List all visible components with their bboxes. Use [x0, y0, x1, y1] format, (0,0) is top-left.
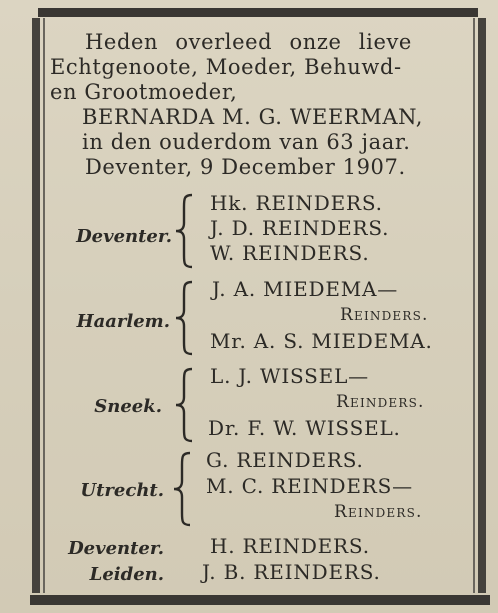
family-member-continuation: Reinders. [336, 392, 425, 412]
intro-line-1: Heden overleed onze lieve [85, 30, 412, 54]
group-place-deventer: Deventer. [76, 226, 172, 247]
brace-icon [174, 280, 196, 356]
family-member-continuation: Reinders. [340, 305, 429, 325]
family-member: J. B. REINDERS. [202, 560, 381, 584]
group-place-utrecht: Utrecht. [80, 480, 164, 501]
bottom-rule [30, 595, 490, 605]
left-inner-border [43, 18, 45, 593]
single-place-deventer: Deventer. [68, 538, 164, 559]
intro-line-age: in den ouderdom van 63 jaar. [82, 130, 411, 154]
family-member-continuation: Reinders. [334, 502, 423, 522]
intro-line-2: Echtgenoote, Moeder, Behuwd- [50, 55, 402, 79]
brace-icon [174, 193, 196, 269]
family-member: L. J. WISSEL— [210, 364, 369, 388]
right-border [478, 18, 486, 593]
family-member: M. C. REINDERS— [206, 474, 413, 498]
family-member: Hk. REINDERS. [210, 191, 383, 215]
family-member: J. A. MIEDEMA— [212, 277, 399, 301]
left-border [32, 18, 40, 593]
family-member: J. D. REINDERS. [210, 216, 390, 240]
place-and-date: Deventer, 9 December 1907. [85, 155, 406, 179]
family-member: Dr. F. W. WISSEL. [208, 416, 401, 440]
right-inner-border [473, 18, 475, 593]
intro-line-3: en Grootmoeder, [50, 80, 238, 104]
top-rule [38, 8, 478, 17]
single-place-leiden: Leiden. [89, 564, 164, 585]
group-place-sneek: Sneek. [94, 396, 162, 417]
family-member: G. REINDERS. [206, 448, 364, 472]
group-place-haarlem: Haarlem. [76, 311, 170, 332]
family-member: Mr. A. S. MIEDEMA. [210, 329, 433, 353]
brace-icon [172, 451, 194, 527]
brace-icon [174, 367, 196, 443]
family-member: H. REINDERS. [210, 534, 370, 558]
deceased-name: BERNARDA M. G. WEERMAN, [82, 105, 424, 129]
family-member: W. REINDERS. [210, 241, 370, 265]
